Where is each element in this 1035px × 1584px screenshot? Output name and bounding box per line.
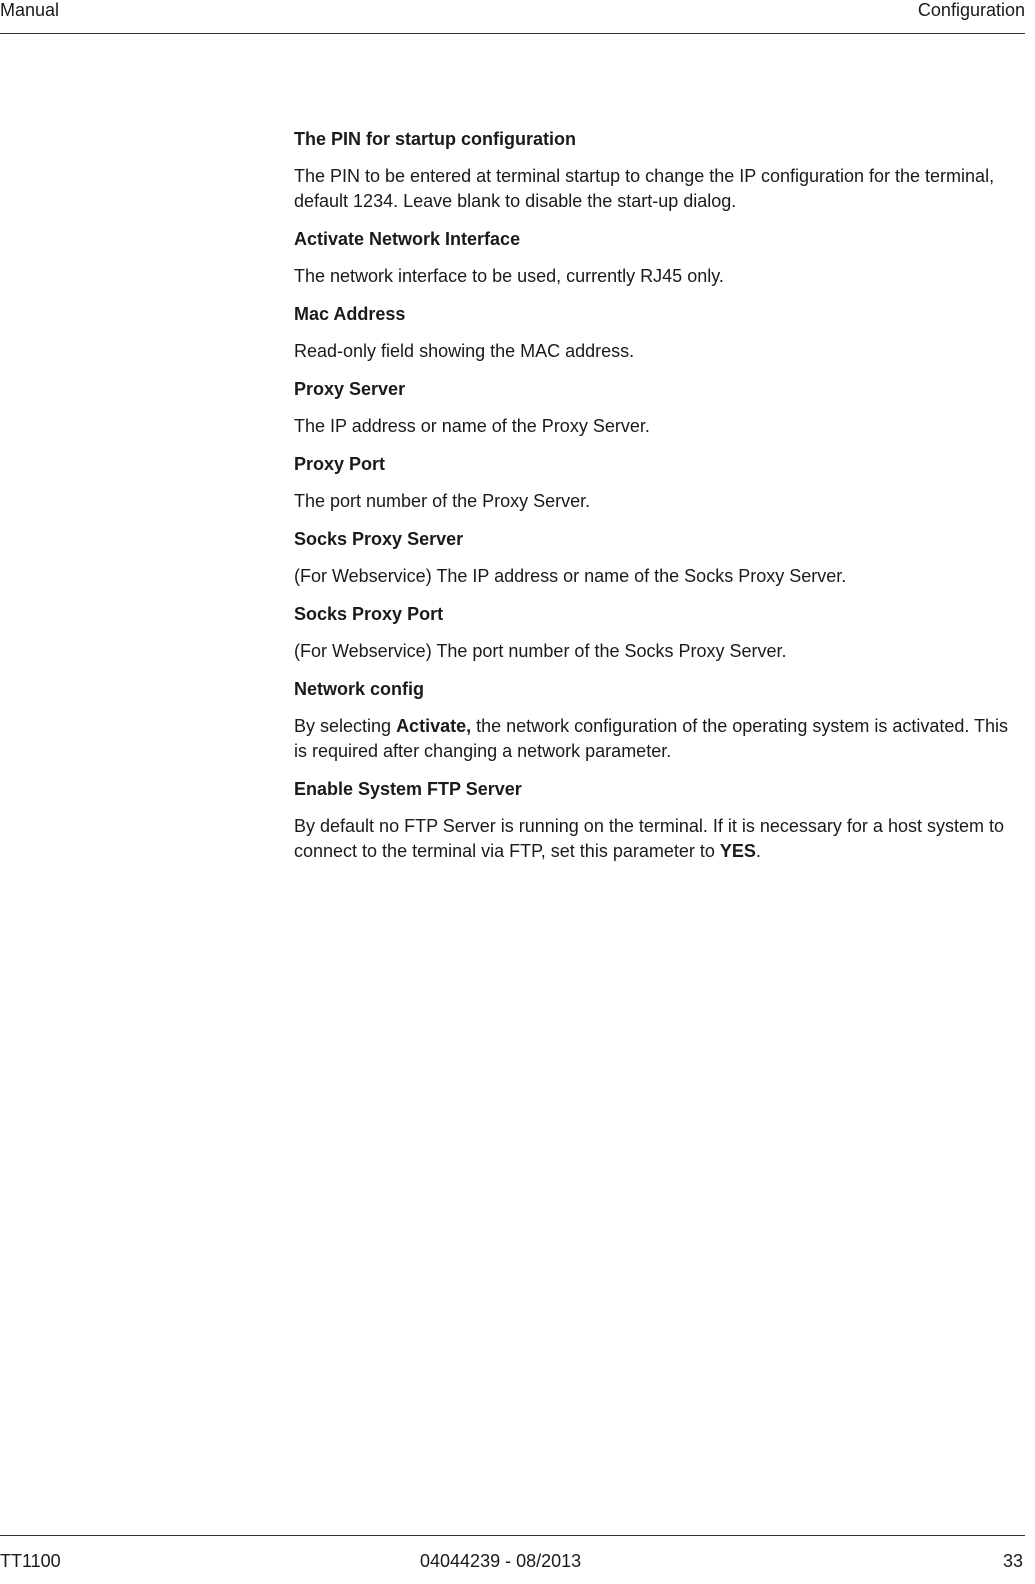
- section-title-proxy-port: Proxy Port: [294, 454, 386, 474]
- section-body-activate-network-interface: The network interface to be used, currently RJ45 only.: [294, 266, 724, 286]
- section-body-socks-proxy-port: (For Webservice) The port number of the Socks Proxy Server.: [294, 641, 787, 661]
- page-footer: [0, 1535, 1025, 1584]
- section-body-enable-ftp-server: [294, 814, 1025, 864]
- footer-document-number: 04044239 - 08/2013: [420, 1551, 582, 1571]
- section-title-activate-network-interface: Activate Network Interface: [294, 229, 521, 249]
- section-title-socks-proxy-server: Socks Proxy Server: [294, 529, 464, 549]
- footer-page-number: 33: [1002, 1551, 1023, 1571]
- section-title-enable-ftp-server: Enable System FTP Server: [294, 779, 522, 799]
- section-title-proxy-server: Proxy Server: [294, 379, 406, 399]
- section-body-proxy-port: The port number of the Proxy Server.: [294, 491, 591, 511]
- section-title-pin-startup: The PIN for startup configuration: [294, 129, 576, 149]
- section-body-pin-startup: The PIN to be entered at terminal startup to change the IP configuration for the terminal, default 1234. Leave blank to disable the start-up dialog.: [294, 166, 995, 211]
- section-body-network-config: [294, 714, 1025, 764]
- page-header: [0, 0, 1025, 34]
- section-title-socks-proxy-port: Socks Proxy Port: [294, 604, 444, 624]
- body-text-post: .: [755, 841, 761, 861]
- section-body-proxy-server: The IP address or name of the Proxy Server.: [294, 416, 650, 436]
- document-body: [294, 127, 1025, 877]
- section-title-network-config: Network config: [294, 679, 425, 699]
- section-body-socks-proxy-server: (For Webservice) The IP address or name of the Socks Proxy Server.: [294, 566, 847, 586]
- body-text-bold-activate: Activate,: [396, 716, 472, 736]
- body-text-post: the network configuration of the operating system is activated. This is required after changing a network parameter.: [294, 716, 1009, 761]
- footer-product-name: TT1100: [0, 1551, 61, 1571]
- header-chapter-label: Configuration: [917, 0, 1025, 20]
- body-text-bold-yes: YES: [719, 841, 756, 861]
- section-body-mac-address: Read-only field showing the MAC address.: [294, 341, 635, 361]
- body-text-pre: By default no FTP Server is running on the terminal. If it is necessary for a host system to connect to the terminal via FTP, set this parameter to: [294, 816, 1004, 861]
- section-title-mac-address: Mac Address: [294, 304, 406, 324]
- body-text-pre: By selecting: [294, 716, 397, 736]
- header-manual-label: Manual: [0, 0, 60, 20]
